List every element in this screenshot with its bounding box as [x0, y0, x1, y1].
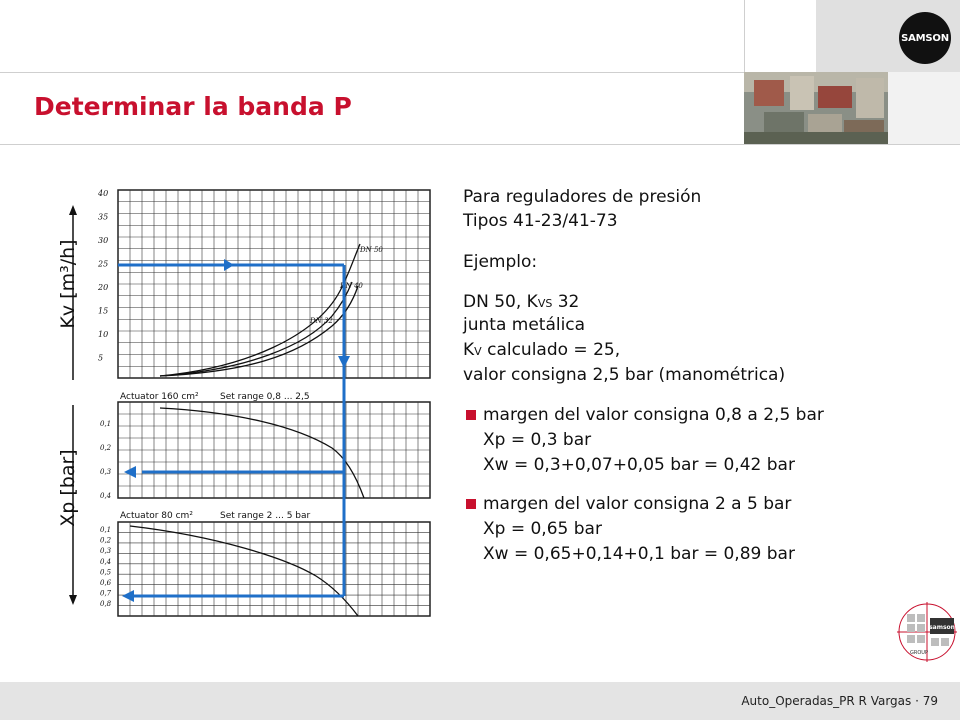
dn-prefix: DN 50, K [463, 292, 538, 312]
tick-label: 0,3 [100, 468, 112, 476]
logo-text: SAMSON [901, 32, 949, 44]
kv-suffix: calculado = 25, [481, 340, 621, 360]
header-block-4 [888, 72, 960, 144]
tick-label: 0,2 [100, 444, 112, 452]
tick-label: 15 [98, 306, 109, 316]
tick-label: 0,1 [100, 526, 112, 534]
curve-dn40 [160, 282, 352, 376]
label-dn32: DN 32 [310, 317, 333, 325]
header-block-2 [816, 0, 888, 72]
header-rule-top [0, 72, 744, 73]
tick-label: 0,6 [100, 579, 112, 587]
tick-label: 0,2 [100, 536, 112, 545]
tick-label: 10 [98, 330, 109, 339]
samson-group-logo [897, 602, 957, 662]
group-label: GROUP [910, 650, 928, 656]
label-dn40: DN 40 [340, 282, 363, 290]
bullet2-line3: Xw = 0,65+0,14+0,1 bar = 0,89 bar [483, 544, 795, 564]
tick-label: 0,4 [100, 557, 112, 566]
tick-label: 0,8 [100, 600, 112, 609]
arrow-head-left-2 [122, 590, 134, 602]
junta-line: junta metálica [463, 315, 586, 335]
tick-label: 0,4 [100, 492, 112, 500]
example-heading: Ejemplo: [463, 252, 538, 272]
intro-line-2: Tipos 41-23/41-73 [463, 211, 618, 231]
act1-range: Set range 0,8 ... 2,5 [220, 392, 310, 402]
bullet2-line2: Xp = 0,65 bar [483, 519, 602, 539]
dn-sub: VS [537, 297, 553, 310]
tick-label: 25 [98, 259, 109, 269]
bullet-1 [466, 410, 476, 420]
p-band-diagram [96, 186, 436, 622]
tick-label: 5 [98, 353, 104, 363]
intro-line-1: Para reguladores de presión [463, 187, 702, 207]
tick-label: 0,1 [100, 420, 112, 428]
kv-axis-label: Kv [m³/h] [57, 239, 79, 329]
xp-axis-label: Xp [bar] [57, 449, 79, 527]
tick-label: 30 [98, 236, 109, 245]
kv-line [463, 339, 620, 363]
tick-label: 0,3 [100, 547, 112, 556]
header-strip-left [0, 0, 744, 72]
bullet1-line3: Xw = 0,3+0,07+0,05 bar = 0,42 bar [483, 455, 795, 475]
act2-curve [130, 526, 358, 616]
tick-label: 20 [98, 283, 109, 292]
samson-logo [899, 12, 951, 64]
bullet2-line1: margen del valor consigna 2 a 5 bar [483, 494, 792, 514]
dn-suffix: 32 [552, 292, 580, 312]
header-rule [0, 144, 960, 145]
bullet1-line2: Xp = 0,3 bar [483, 430, 592, 450]
bullet-2 [466, 499, 476, 509]
factory-photo [744, 72, 888, 144]
tick-label: 40 [98, 189, 109, 198]
bullet1-line1: margen del valor consigna 0,8 a 2,5 bar [483, 405, 824, 425]
header-block-1 [744, 0, 816, 72]
act2-caption: Actuator 80 cm² [120, 511, 193, 521]
kv-prefix: K [463, 340, 475, 360]
consigna-line: valor consigna 2,5 bar (manométrica) [463, 365, 786, 385]
tick-label: 0,7 [100, 589, 112, 598]
dn-line [463, 291, 579, 315]
act2-range: Set range 2 ... 5 bar [220, 511, 311, 521]
tick-label: 35 [98, 212, 109, 222]
act1-caption: Actuator 160 cm² [120, 392, 199, 402]
tick-label: 0,5 [100, 568, 112, 577]
label-dn50: DN 50 [360, 246, 383, 254]
kv-sub: V [474, 345, 482, 358]
footer-text: Auto_Operadas_PR R Vargas · 79 [741, 694, 938, 708]
page-title: Determinar la banda P [34, 92, 352, 121]
group-logo-text: samson [929, 624, 955, 631]
